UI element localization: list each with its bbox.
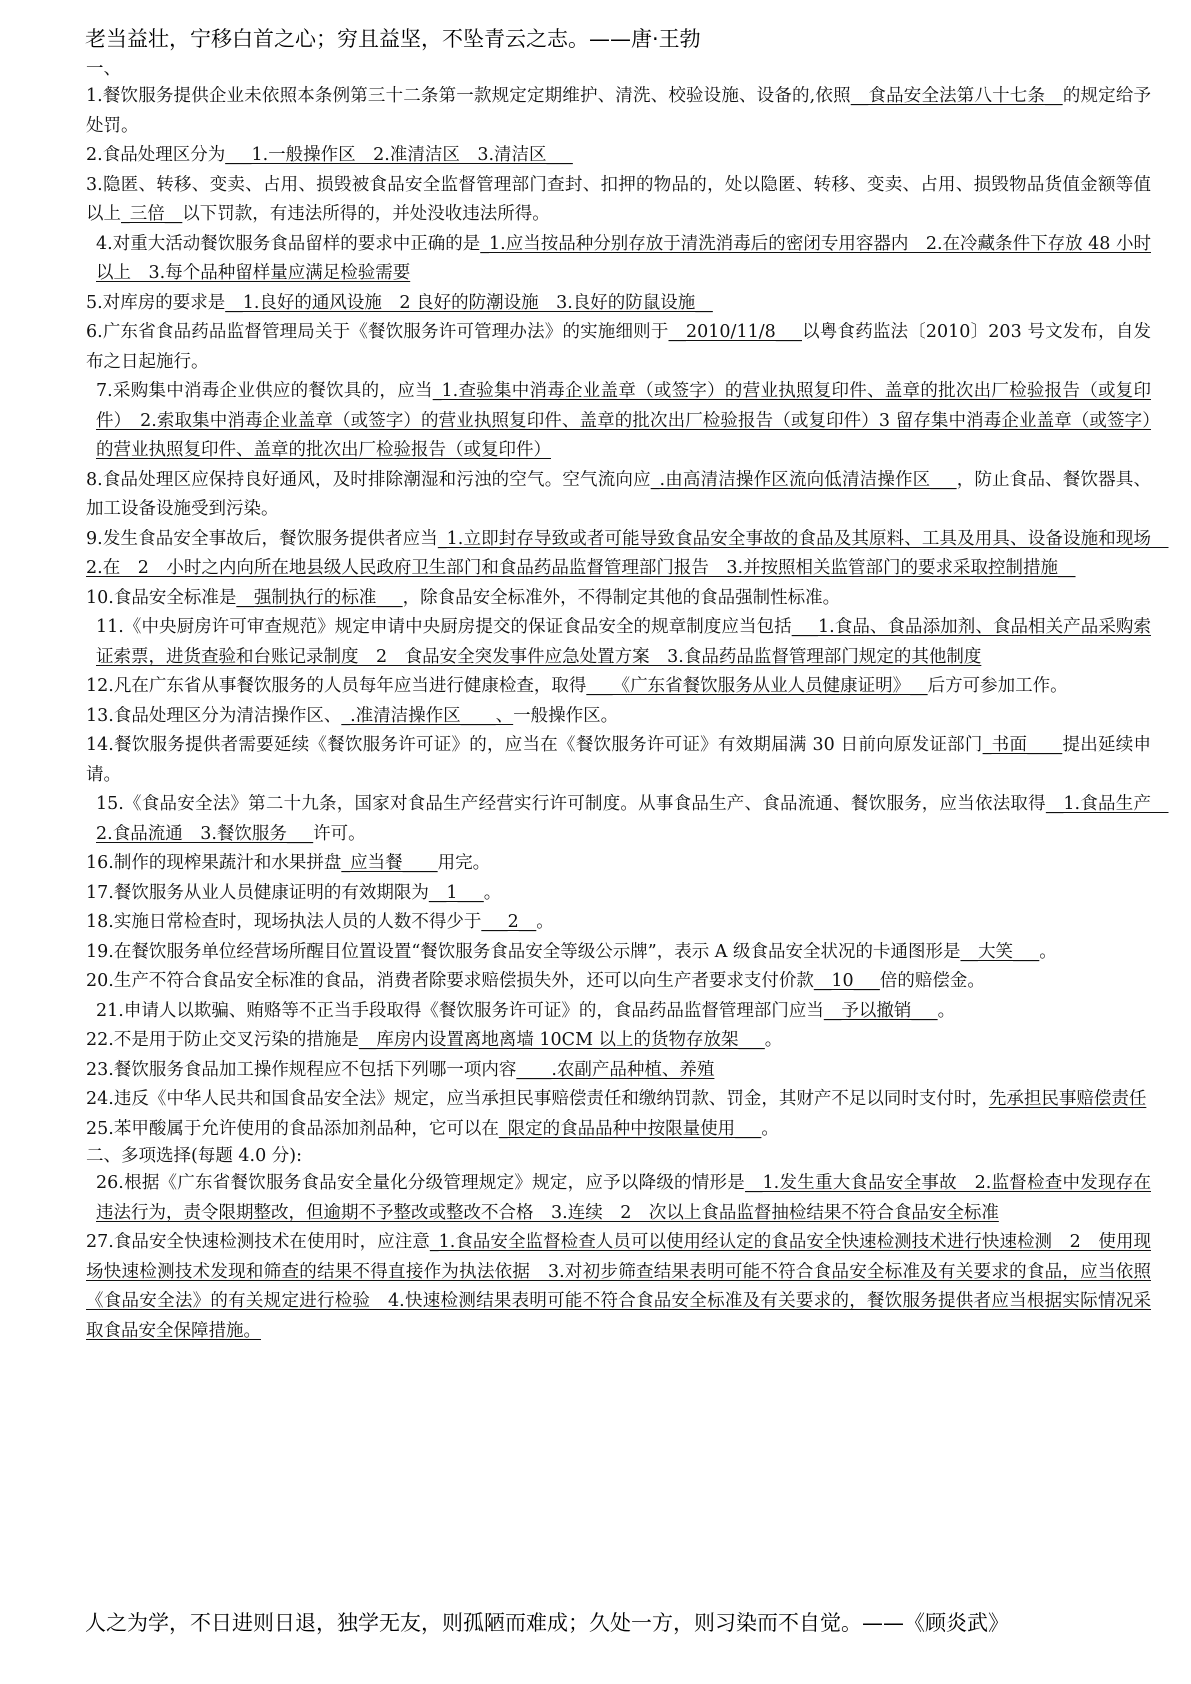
question-tail-text: 。 xyxy=(764,1030,783,1050)
question-tail-text: 后方可参加工作。 xyxy=(927,676,1068,696)
question-text: 12.凡在广东省从事餐饮服务的人员每年应当进行健康检查，取得 xyxy=(86,676,587,696)
question-text: 4.对重大活动餐饮服务食品留样的要求中正确的是 xyxy=(96,233,481,254)
answer-text: _限定的食品品种中按限量使用___ xyxy=(498,1118,762,1139)
answer-text: __10___ xyxy=(813,971,880,991)
question-text: 3.隐匿、转移、变卖、占用、损毁被食品安全监督管理部门查封、扣押的物品的，处以隐匿、转移、变卖、占用、损毁物品货值金额等值以上 xyxy=(86,174,1151,224)
question-item xyxy=(86,318,1151,377)
question-text: 24.违反《中华人民共和国食品安全法》规定，应当承担民事赔偿责任和缴纳罚款、罚金，其财产不足以同时支付时， xyxy=(86,1089,989,1109)
answer-text: ___《广东省餐饮服务从业人员健康证明》__ xyxy=(586,676,928,696)
answer-text: __1___ xyxy=(428,882,484,903)
question-item xyxy=(86,171,1151,230)
question-item xyxy=(86,82,1151,141)
exam-body xyxy=(86,57,1169,1346)
question-text: 25.苯甲酸属于允许使用的食品添加剂品种，它可以在 xyxy=(86,1118,499,1139)
answer-text: ____.农副产品种植、养殖 xyxy=(516,1059,715,1080)
question-item xyxy=(86,466,1151,525)
question-text: 18.实施日常检查时，现场执法人员的人数不得少于 xyxy=(86,912,482,932)
answer-text: _1.立即封存导致或者可能导致食品安全事故的食品及其原料、工具及用具、设备设施和现场 2.在 2 小时之内向所在地县级人民政府卫生部门和食品药品监督管理部门报告 3.并按照相关监管部门的要求采取控制措施__ xyxy=(86,528,1169,578)
question-text: 7.采购集中消毒企业供应的餐饮具的，应当 xyxy=(96,381,433,401)
answer-text: _三倍__ xyxy=(121,204,183,224)
answer-text: _1.食品安全监督检查人员可以使用经认定的食品安全快速检测技术进行快速检测 2 使用现场快速检测技术发现和筛查的结果不得直接作为执法依据 3.对初步筛查结果表明可能不符合食品安全标准及有关要求的食品，应当依照《食品安全法》的有关规定进行检验 4.快速检测结果表明可能不符合食品安全标准及有关要求的，餐饮服务提供者应当根据实际情况采取食品安全保障措施。 xyxy=(86,1232,1151,1341)
question-item xyxy=(86,230,1151,289)
question-item xyxy=(86,1169,1151,1228)
question-tail-text: 以粤食药监法〔2010〕203 号文发布，自发布之日起施行。 xyxy=(86,322,1151,372)
question-text: 17.餐饮服务从业人员健康证明的有效期限为 xyxy=(86,882,429,903)
answer-text: _.准清洁操作区____、 xyxy=(341,705,514,726)
question-tail-text: 。 xyxy=(536,912,554,932)
question-item xyxy=(86,141,1151,171)
question-item xyxy=(86,525,1169,584)
question-tail-text: 。 xyxy=(483,882,502,903)
question-item xyxy=(86,584,1151,614)
question-text: 8.食品处理区应保持良好通风，及时排除潮湿和污浊的空气。空气流向应 xyxy=(86,469,651,490)
answer-text: __1.发生重大食品安全事故 2.监督检查中发现存在违法行为，责令限期整改，但逾期不予整改或整改不合格 3.连续 2 次以上食品监督抽检结果不符合食品安全标准 xyxy=(96,1173,1151,1223)
question-text: 22.不是用于防止交叉污染的措施是 xyxy=(86,1030,359,1050)
question-item xyxy=(86,1228,1151,1346)
question-text: 15.《食品安全法》第二十九条，国家对食品生产经营实行许可制度。从事食品生产、食品流通、餐饮服务，应当依法取得 xyxy=(96,794,1046,814)
question-item xyxy=(86,908,1151,938)
question-item xyxy=(86,1085,1151,1115)
question-item xyxy=(86,849,1151,879)
question-tail-text: 的规定给予处罚。 xyxy=(86,86,1152,136)
question-item xyxy=(86,289,1151,319)
question-tail-text: 提出延续申请。 xyxy=(86,735,1151,785)
question-tail-text: 用完。 xyxy=(437,853,491,873)
question-item xyxy=(86,702,1151,732)
question-tail-text: ，除食品安全标准外，不得制定其他的食品强制性标准。 xyxy=(402,587,841,608)
question-text: 6.广东省食品药品监督管理局关于《餐饮服务许可管理办法》的实施细则于 xyxy=(86,322,669,342)
question-tail-text: ，防止食品、餐饮器具、加工设备设施受到污染。 xyxy=(86,469,1152,519)
question-text: 26.根据《广东省餐饮服务食品安全量化分级管理规定》规定，应予以降级的情形是 xyxy=(96,1173,746,1193)
question-item xyxy=(86,938,1151,968)
question-item xyxy=(86,790,1169,849)
question-item xyxy=(86,672,1151,702)
question-text: 19.在餐饮服务单位经营场所醒目位置设置“餐饮服务食品安全等级公示牌”，表示 A 级食品安全状况的卡通图形是 xyxy=(86,941,961,962)
question-tail-text: 一般操作区。 xyxy=(513,705,619,726)
answer-text: __食品安全法第八十七条__ xyxy=(850,86,1063,106)
question-text: 10.食品安全标准是 xyxy=(86,587,237,608)
question-item xyxy=(86,967,1151,997)
answer-text: _应当餐____ xyxy=(341,853,438,873)
question-text: 9.发生食品安全事故后，餐饮服务提供者应当 xyxy=(86,528,438,549)
question-tail-text: 。 xyxy=(761,1118,779,1139)
answer-text: _1.查验集中消毒企业盖章（或签字）的营业执照复印件、盖章的批次出厂检验报告（或复印件） 2.索取集中消毒企业盖章（或签字）的营业执照复印件、盖章的批次出厂检验报告（或复印件）3 留存集中消毒企业盖章（或签字）的营业执照复印件、盖章的批次出厂检验报告（或复印件） xyxy=(96,381,1151,460)
question-text: 20.生产不符合食品安全标准的食品，消费者除要求赔偿损失外，还可以向生产者要求支付价款 xyxy=(86,971,814,991)
question-tail-text: 以下罚款，有违法所得的，并处没收违法所得。 xyxy=(182,204,550,224)
question-tail-text: 许可。 xyxy=(313,823,366,844)
question-item xyxy=(86,613,1151,672)
answer-text: __予以撤销___ xyxy=(823,1000,938,1021)
footer-quote: 人之为学，不日进则日退，独学无友，则孤陋而难成；久处一方，则习染而不自觉。——《顾炎武》 xyxy=(85,1611,1009,1635)
answer-text: __1.良好的通风设施 2 良好的防潮设施 3.良好的防鼠设施__ xyxy=(225,292,713,313)
question-item xyxy=(86,1056,1151,1086)
question-tail-text: 倍的赔偿金。 xyxy=(879,971,985,991)
question-text: 23.餐饮服务食品加工操作规程应不包括下列哪一项内容 xyxy=(86,1059,517,1080)
answer-text: ___2__ xyxy=(481,912,537,932)
question-text: 1.餐饮服务提供企业未依照本条例第三十二条第一款规定定期维护、清洗、校验设施、设备的,依照 xyxy=(86,86,851,106)
question-item xyxy=(86,731,1151,790)
question-text: 5.对库房的要求是 xyxy=(86,292,226,313)
question-text: 14.餐饮服务提供者需要延续《餐饮服务许可证》的，应当在《餐饮服务许可证》有效期届满 30 日前向原发证部门 xyxy=(86,735,983,755)
answer-text: ___1.食品、食品添加剂、食品相关产品采购索证索票，进货查验和台账记录制度 2 食品安全突发事件应急处置方案 3.食品药品监督管理部门规定的其他制度 xyxy=(96,617,1151,667)
section-heading-single-choice: 一、 xyxy=(86,59,121,79)
question-tail-text: 。 xyxy=(1039,941,1057,962)
question-text: 13.食品处理区分为清洁操作区、 xyxy=(86,705,342,726)
answer-text: __1.食品生产 2.食品流通 3.餐饮服务___ xyxy=(96,794,1169,844)
question-item xyxy=(86,377,1151,466)
question-text: 2.食品处理区分为 xyxy=(86,145,226,165)
answer-text: __强制执行的标准___ xyxy=(236,587,403,608)
answer-text: ___1.一般操作区 2.准清洁区 3.清洁区___ xyxy=(225,145,573,165)
answer-text: _书面____ xyxy=(982,735,1063,755)
multi-question-list xyxy=(86,1169,1151,1346)
answer-text: _1.应当按品种分别存放于清洗消毒后的密闭专用容器内 2.在冷藏条件下存放 48 小时以上 3.每个品种留样量应满足检验需要 xyxy=(96,233,1151,283)
answer-text: __库房内设置离地离墙 10CM 以上的货物存放架___ xyxy=(358,1030,765,1050)
header-quote: 老当益壮，宁移白首之心；穷且益坚，不坠青云之志。——唐·王勃 xyxy=(85,27,701,51)
question-list xyxy=(86,82,1169,1144)
question-text: 27.食品安全快速检测技术在使用时，应注意 xyxy=(86,1232,430,1252)
question-item xyxy=(86,879,1151,909)
question-item xyxy=(86,1115,1151,1145)
question-tail-text: 。 xyxy=(937,1000,956,1021)
answer-text: __2010/11/8___ xyxy=(668,322,802,342)
question-text: 11.《中央厨房许可审查规范》规定申请中央厨房提交的保证食品安全的规章制度应当包括 xyxy=(96,617,792,637)
question-text: 21.申请人以欺骗、贿赂等不正当手段取得《餐饮服务许可证》的，食品药品监督管理部门应当 xyxy=(96,1000,824,1021)
answer-text: 先承担民事赔偿责任 xyxy=(988,1089,1147,1109)
answer-text: _.由高清洁操作区流向低清洁操作区___ xyxy=(650,469,957,490)
question-item xyxy=(86,1026,1151,1056)
section-heading-multiple-choice: 二、多项选择(每题 4.0 分): xyxy=(86,1146,303,1166)
question-text: 16.制作的现榨果蔬汁和水果拼盘 xyxy=(86,853,342,873)
answer-text: __大笑___ xyxy=(960,941,1040,962)
question-item xyxy=(86,997,1151,1027)
